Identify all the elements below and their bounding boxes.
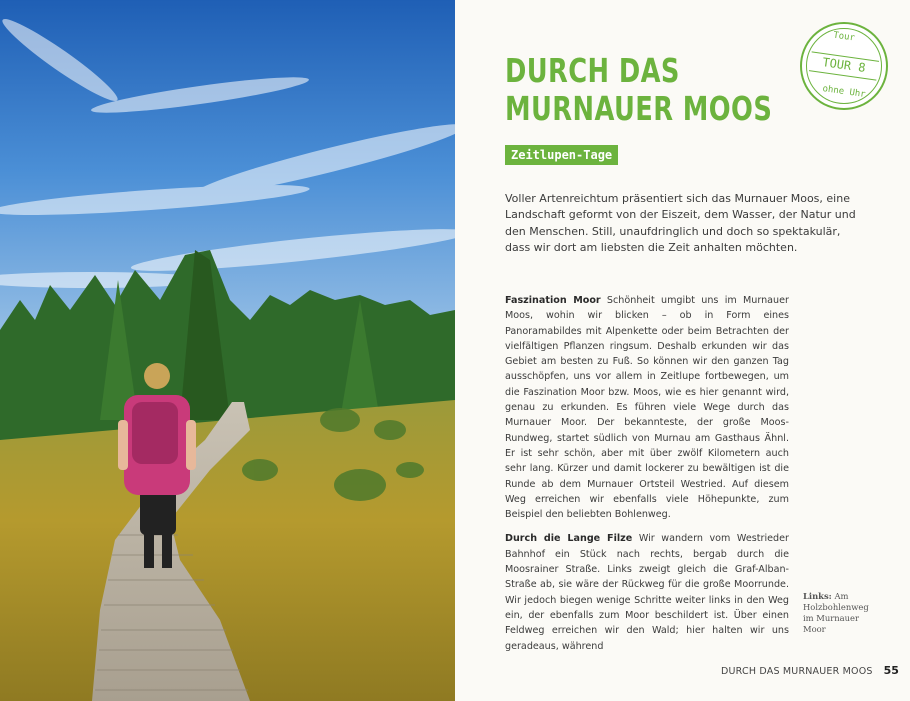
section-lange-filze <box>505 531 789 653</box>
page-title <box>505 51 773 128</box>
intro-paragraph: Voller Artenreichtum präsentiert sich das Murnauer Moos, eine Landschaft geformt von der Eiszeit, dem Wasser, der Natur und den Menschen. Still, unaufdringlich und doch so spektakulär, dass wir dort am liebsten die Zeit anhalten möchten. <box>505 192 856 255</box>
theme-tag: Zeitlupen-Tage <box>505 145 618 165</box>
stamp-top-text: Tour <box>832 30 856 44</box>
stamp-bottom-text: ohne Uhr <box>821 84 867 100</box>
section-text: Schönheit umgibt uns im Murnauer Moos, wohin wir blicken – ob in Form eines Panoramabildes mit Alpenkette oder beim Betrachten der vielfältigen Pflanzen ringsum. Deshalb erkunden wir das Gebiet am besten zu Fuß. So können wir den ganzen Tag ausschöpfen, uns vor allem in Zeitlupe fortbewegen, um die Faszination Moor bzw. Moos, wie es hier genannt wird, genau zu erkunden. Es führen viele Wege durch das Murnauer Moor. Der bekannteste, der große Moos-Rundweg, startet südlich von Murnau am Gasthaus Ähnl. Er ist sehr schön, aber mit über zwölf Kilometern auch sehr lang. Kürzer und damit lockerer zu bewältigen ist die Runde ab dem Murnauer Ortsteil Westried. Auf diesem Weg erreichen wir ebenfalls viele Höhepunkte, zum Beispiel den beliebten Bohlenweg. <box>505 295 789 521</box>
page-number: 55 <box>883 664 899 677</box>
tour-stamp <box>800 22 888 110</box>
section-heading: Durch die Lange Filze <box>505 533 633 545</box>
stamp-tour-number: TOUR 8 <box>821 55 867 75</box>
title-line-2: MURNAUER MOOS <box>505 89 773 128</box>
body-text <box>505 293 789 663</box>
photo-caption <box>803 591 869 635</box>
page-footer <box>721 664 899 677</box>
caption-label: Links: <box>803 591 832 601</box>
section-heading: Faszination Moor <box>505 295 601 306</box>
running-title: DURCH DAS MURNAUER MOOS <box>721 666 873 677</box>
caption-text: Am Holzbohlenweg im Murnauer Moor <box>803 591 869 634</box>
text-page <box>455 0 910 701</box>
section-faszination <box>505 293 789 522</box>
title-line-1: DURCH DAS <box>505 51 680 90</box>
section-text: Wir wandern vom Westrieder Bahnhof ein Stück nach rechts, bergab durch die Moosrainer Straße. Links zweigt gleich die Graf-Alban-Straße ab, sie wäre der Rückweg für die große Moorrunde. Wir jedoch biegen wenige Schritte weiter links in den Weg ein, der ebenfalls zum Moor beschildert ist. Über einen Feldweg erreichen wir den Wald; hier halten wir uns geradeaus, während <box>505 533 789 652</box>
